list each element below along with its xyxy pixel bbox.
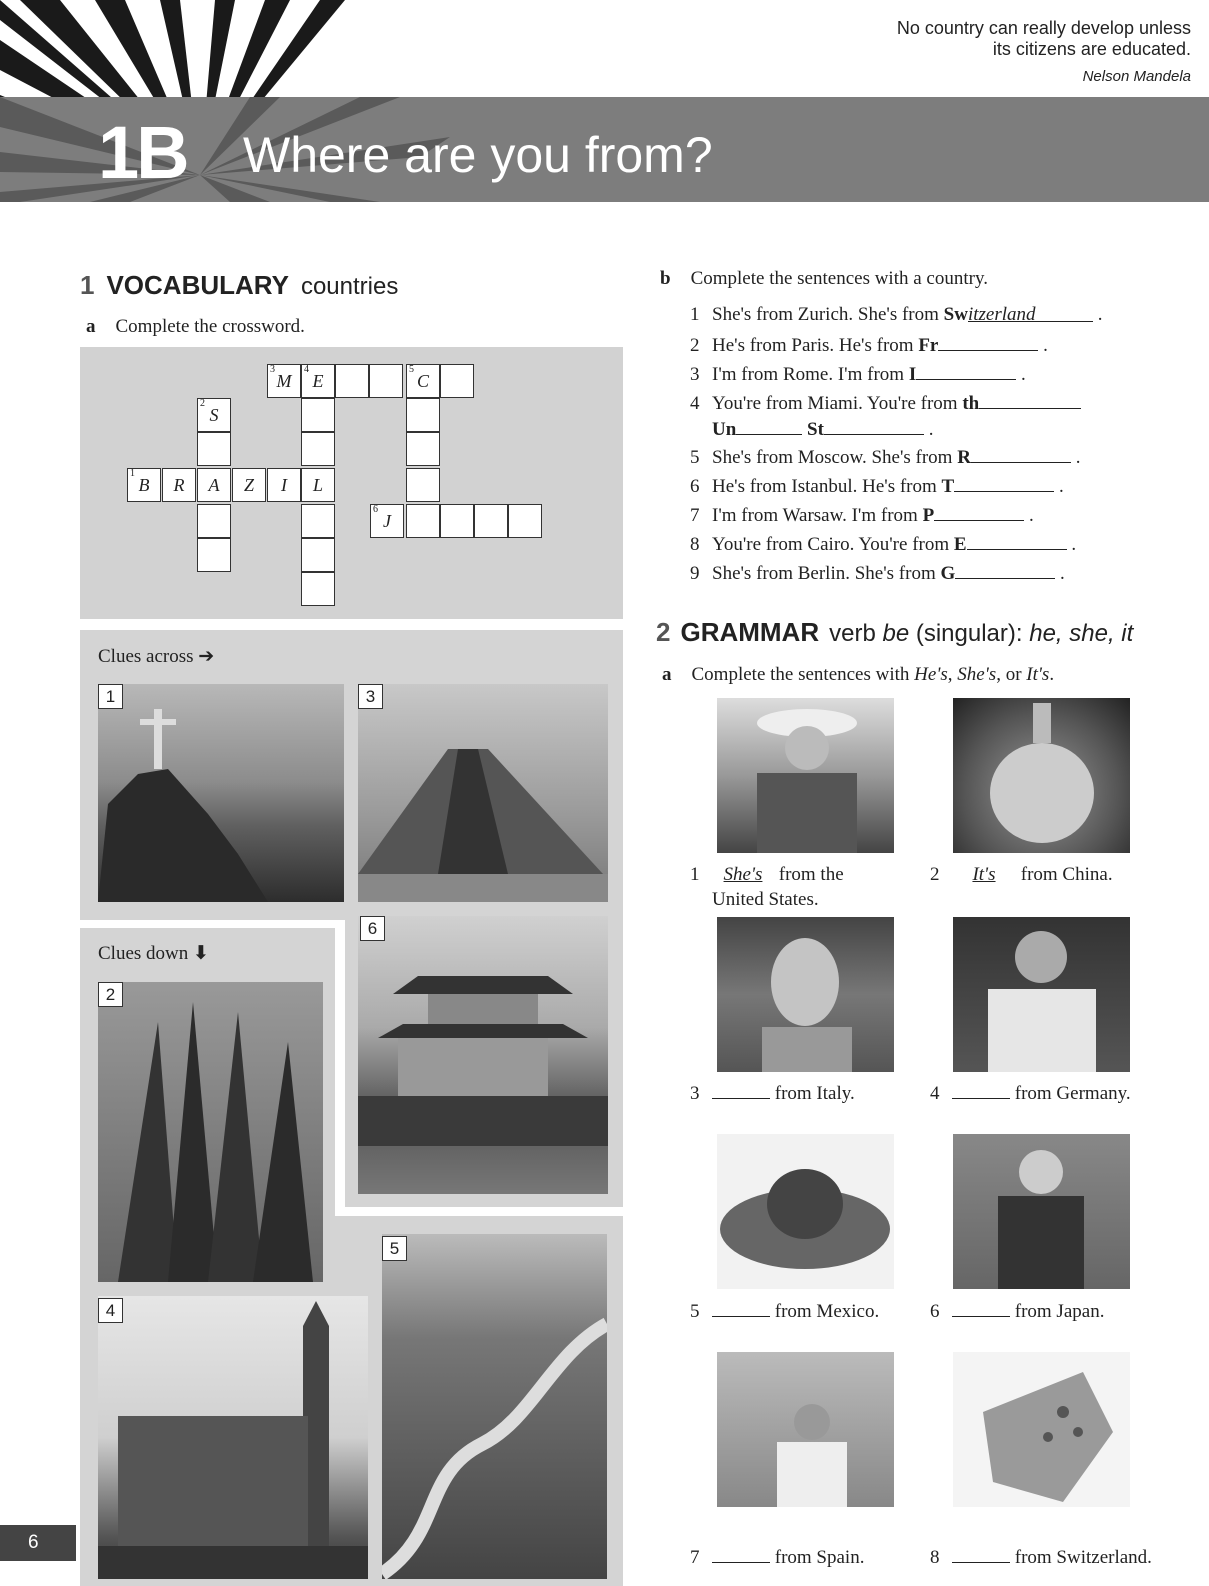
photo-kinkaku-ji-temple — [358, 916, 608, 1194]
arrow-down-icon: ⬇ — [193, 942, 209, 964]
crossword-cell[interactable] — [197, 504, 231, 538]
person-shape — [717, 917, 894, 1072]
arrow-right-icon: ➔ — [198, 645, 215, 667]
photo-number: 6 — [360, 916, 385, 941]
caption-2: 2 It's from China. — [930, 864, 1113, 885]
sombrero-shape — [717, 1134, 894, 1289]
answer-blank[interactable]: itzerland — [968, 303, 1093, 322]
crossword-cell[interactable] — [406, 468, 440, 502]
crossword-cell[interactable]: I — [267, 468, 301, 502]
page-number: 6 — [0, 1525, 76, 1561]
crossword-cell[interactable]: 6 J — [370, 504, 404, 538]
crossword-grid — [80, 347, 623, 619]
photo-swiss-cheese — [953, 1352, 1130, 1507]
answer-blank[interactable] — [952, 1544, 1010, 1563]
sentence-5: 5 She's from Moscow. She's from R . — [690, 444, 1080, 470]
crossword-cell[interactable] — [301, 504, 335, 538]
exercise-1a — [86, 316, 305, 338]
crossword-cell[interactable]: L — [301, 468, 335, 502]
crossword-cell[interactable]: 3 M — [267, 364, 301, 398]
exercise-1b — [660, 268, 988, 290]
crossword-cell[interactable] — [197, 432, 231, 466]
crossword-cell[interactable] — [508, 504, 542, 538]
answer-blank[interactable] — [712, 1298, 770, 1317]
crossword-cell[interactable]: 2 S — [197, 398, 231, 432]
person-shape — [953, 1134, 1130, 1289]
cathedral-shape — [98, 982, 323, 1282]
caption-5: 5 from Mexico. — [690, 1298, 879, 1324]
answer-blank[interactable]: She's — [723, 864, 763, 885]
photo-number: 3 — [358, 684, 383, 709]
caption-8: 8 from Switzerland. — [930, 1544, 1152, 1570]
temple-shape — [358, 916, 608, 1194]
section-number: 2 — [656, 617, 671, 647]
person-shape — [717, 1352, 894, 1507]
crossword-cell[interactable] — [301, 538, 335, 572]
cheese-shape — [953, 1352, 1130, 1507]
crossword-cell[interactable] — [440, 364, 474, 398]
wall-shape — [382, 1234, 607, 1579]
answer-blank[interactable] — [736, 416, 802, 435]
exercise-2a — [662, 664, 1054, 686]
crossword-cell[interactable] — [474, 504, 508, 538]
section-2-heading — [656, 617, 1133, 648]
answer-blank[interactable] — [952, 1080, 1010, 1099]
pyramid-shape — [358, 684, 608, 902]
photo-rio-christ-redeemer — [98, 684, 344, 902]
crossword-cell[interactable] — [440, 504, 474, 538]
answer-blank[interactable] — [938, 332, 1038, 351]
answer-blank[interactable]: It's — [972, 864, 996, 885]
photo-chichen-itza-pyramid — [358, 684, 608, 902]
quote-line-2: its citizens are educated. — [992, 39, 1191, 59]
answer-blank[interactable] — [952, 1298, 1010, 1317]
quote — [897, 18, 1191, 87]
answer-blank[interactable] — [955, 560, 1055, 579]
sentence-1: 1 She's from Zurich. She's from Switzerland . — [690, 304, 1103, 325]
crossword-cell[interactable] — [369, 364, 403, 398]
sentence-3: 3 I'm from Rome. I'm from I . — [690, 361, 1026, 387]
crossword-cell[interactable] — [406, 398, 440, 432]
photo-chinese-vase — [953, 698, 1130, 853]
photo-number: 5 — [382, 1236, 407, 1261]
quote-author: Nelson Mandela — [1082, 68, 1191, 85]
photo-japanese-woman — [953, 1134, 1130, 1289]
caption-6: 6 from Japan. — [930, 1298, 1104, 1324]
crossword-cell[interactable]: Z — [232, 468, 266, 502]
crossword-cell[interactable] — [335, 364, 369, 398]
mountain-shape — [98, 684, 344, 902]
caption-1: 1 She's from the United States. — [690, 864, 844, 910]
crossword-cell[interactable] — [301, 398, 335, 432]
caption-7: 7 from Spain. — [690, 1544, 864, 1570]
crossword-cell[interactable] — [197, 538, 231, 572]
photo-sagrada-familia — [98, 982, 323, 1282]
clues-down-label: Clues down ⬇ — [98, 942, 209, 964]
crossword-cell[interactable] — [301, 572, 335, 606]
answer-blank[interactable] — [712, 1080, 770, 1099]
crossword-cell[interactable] — [406, 432, 440, 466]
quote-line-1: No country can really develop unless — [896, 18, 1191, 38]
caption-4: 4 from Germany. — [930, 1080, 1131, 1106]
photo-number: 4 — [98, 1298, 123, 1323]
sentence-7: 7 I'm from Warsaw. I'm from P . — [690, 502, 1034, 528]
answer-blank[interactable] — [967, 531, 1067, 550]
sentence-8: 8 You're from Cairo. You're from E . — [690, 531, 1076, 557]
unit-label: 1B — [98, 111, 187, 194]
crossword-cell[interactable]: 1 B — [127, 468, 161, 502]
crossword-cell[interactable]: 5 C — [406, 364, 440, 398]
clues-across-label: Clues across ➔ — [98, 645, 215, 667]
crossword-cell[interactable]: R — [162, 468, 196, 502]
photo-spanish-dancer — [717, 1352, 894, 1507]
exercise-letter: b — [660, 268, 671, 289]
crossword-cell[interactable]: 4 E — [301, 364, 335, 398]
answer-blank[interactable] — [979, 390, 1081, 409]
caption-3: 3 from Italy. — [690, 1080, 855, 1106]
photo-italian-woman — [717, 917, 894, 1072]
section-subtitle: verb be (singular): he, she, it — [829, 620, 1134, 647]
parliament-shape — [98, 1296, 368, 1579]
section-title: VOCABULARY — [106, 270, 289, 300]
instruction: Complete the sentences with He's, She's, or It's. — [691, 664, 1055, 685]
instruction: Complete the sentences with a country. — [690, 268, 988, 289]
answer-blank[interactable] — [934, 502, 1024, 521]
answer-blank[interactable] — [916, 361, 1016, 380]
photo-sombrero — [717, 1134, 894, 1289]
crossword-cell[interactable]: A — [197, 468, 231, 502]
sentence-9: 9 She's from Berlin. She's from G . — [690, 560, 1065, 586]
photo-number: 2 — [98, 982, 123, 1007]
photo-big-ben-london — [98, 1296, 368, 1579]
photo-great-wall — [382, 1234, 607, 1579]
photo-cowgirl — [717, 698, 894, 853]
answer-blank[interactable] — [712, 1544, 770, 1563]
answer-blank[interactable] — [824, 416, 924, 435]
crossword-cell[interactable] — [301, 432, 335, 466]
exercise-letter: a — [86, 316, 96, 337]
sentence-2: 2 He's from Paris. He's from Fr . — [690, 332, 1048, 358]
instruction: Complete the crossword. — [115, 316, 305, 337]
person-shape — [953, 917, 1130, 1072]
photo-german-footballer — [953, 917, 1130, 1072]
section-1-heading — [80, 270, 398, 301]
answer-blank[interactable] — [954, 473, 1054, 492]
section-number: 1 — [80, 270, 95, 300]
photo-number: 1 — [98, 684, 123, 709]
section-subtitle: countries — [300, 273, 399, 300]
page-title: Where are you from? — [243, 127, 713, 183]
crossword-cell[interactable] — [406, 504, 440, 538]
sentence-4: 4 You're from Miami. You're from th Un St . — [690, 390, 1081, 442]
vase-shape — [953, 698, 1130, 853]
exercise-letter: a — [662, 664, 672, 685]
person-shape — [717, 698, 894, 853]
sentence-6: 6 He's from Istanbul. He's from T . — [690, 473, 1064, 499]
section-title: GRAMMAR — [680, 617, 820, 647]
answer-blank[interactable] — [971, 444, 1071, 463]
